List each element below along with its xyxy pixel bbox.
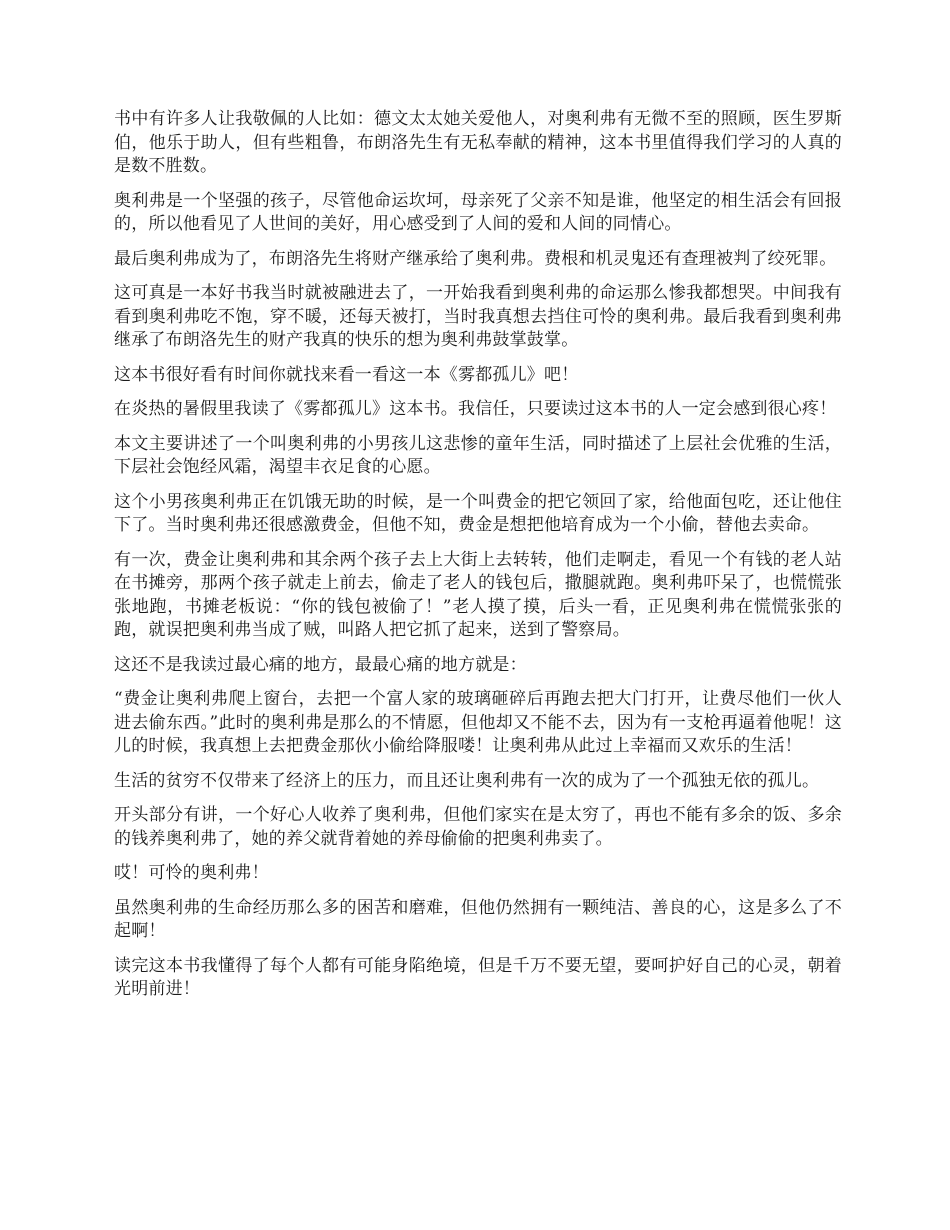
paragraph-14: 哎！可怜的奥利弗！ — [114, 863, 269, 883]
paragraph-12: 生活的贫穷不仅带来了经济上的压力，而且还让奥利弗有一次的成为了一个孤独无依的孤儿。 — [114, 770, 820, 791]
paragraph-11: “费金让奥利弗爬上窗台，去把一个富人家的玻璃砸碎后再跑去把大门打开，让费尽他们一伙人进去偷东西。”此时的奥利弗是那么的不情愿，但他却又不能不去，因为有一支枪再逼着他呢！这儿的时候，我真想上去把费金那伙小偷给降服喽！让奥利弗从此过上幸福而又欢乐的生活！ — [114, 689, 842, 756]
paragraph-7: 本文主要讲述了一个叫奥利弗的小男孩儿这悲惨的童年生活，同时描述了上层社会优雅的生活，下层社会饱经风霜，渴望丰衣足食的心愿。 — [114, 433, 842, 477]
paragraph-5: 这本书很好看有时间你就找来看一看这一本《雾都孤儿》吧！ — [114, 364, 579, 385]
paragraph-10: 这还不是我读过最心痛的地方，最最心痛的地方就是： — [114, 654, 527, 675]
paragraph-2: 奥利弗是一个坚强的孩子，尽管他命运坎坷，母亲死了父亲不知是谁，他坚定的相生活会有回报的，所以他看见了人世间的美好，用心感受到了人间的爱和人间的同情心。 — [114, 190, 842, 234]
paragraph-9: 有一次，费金让奥利弗和其余两个孩子去上大街上去转转，他们走啊走，看见一个有钱的老人站在书摊旁，那两个孩子就走上前去，偷走了老人的钱包后，撒腿就跑。奥利弗吓呆了，也慌慌张张地跑，书摊老板说：“你的钱包被偷了！”老人摸了摸，后头一看，正见奥利弗在慌慌张张的跑，就误把奥利弗当成了贼，叫路人把它抓了起来，送到了警察局。 — [114, 549, 842, 640]
paragraph-3: 最后奥利弗成为了，布朗洛先生将财产继承给了奥利弗。费根和机灵鬼还有查理被判了绞死罪。 — [114, 248, 837, 269]
paragraph-6: 在炎热的暑假里我读了《雾都孤儿》这本书。我信任，只要读过这本书的人一定会感到很心疼！ — [114, 399, 837, 419]
paragraph-13: 开头部分有讲，一个好心人收养了奥利弗，但他们家实在是太穷了，再也不能有多余的饭、多余的钱养奥利弗了，她的养父就背着她的养母偷偷的把奥利弗卖了。 — [114, 805, 842, 849]
document-body — [114, 108, 842, 1002]
paragraph-4: 这可真是一本好书我当时就被融进去了，一开始我看到奥利弗的命运那么惨我都想哭。中间我有看到奥利弗吃不饱，穿不暖，还每天被打，当时我真想去挡住可怜的奥利弗。最后我看到奥利弗继承了布朗洛先生的财产我真的快乐的想为奥利弗鼓掌鼓掌。 — [114, 283, 842, 350]
paragraph-8: 这个小男孩奥利弗正在饥饿无助的时候，是一个叫费金的把它领回了家，给他面包吃，还让他住下了。当时奥利弗还很感激费金，但他不知，费金是想把他培育成为一个小偷，替他去卖命。 — [114, 491, 842, 535]
paragraph-15: 虽然奥利弗的生命经历那么多的困苦和磨难，但他仍然拥有一颗纯洁、善良的心，这是多么了不起啊！ — [114, 897, 842, 941]
paragraph-1: 书中有许多人让我敬佩的人比如：德文太太她关爱他人，对奥利弗有无微不至的照顾，医生罗斯伯，他乐于助人，但有些粗鲁，布朗洛先生有无私奉献的精神，这本书里值得我们学习的人真的是数不胜数。 — [114, 109, 842, 176]
paragraph-16: 读完这本书我懂得了每个人都有可能身陷绝境，但是千万不要无望，要呵护好自己的心灵，朝着光明前进！ — [114, 955, 842, 999]
